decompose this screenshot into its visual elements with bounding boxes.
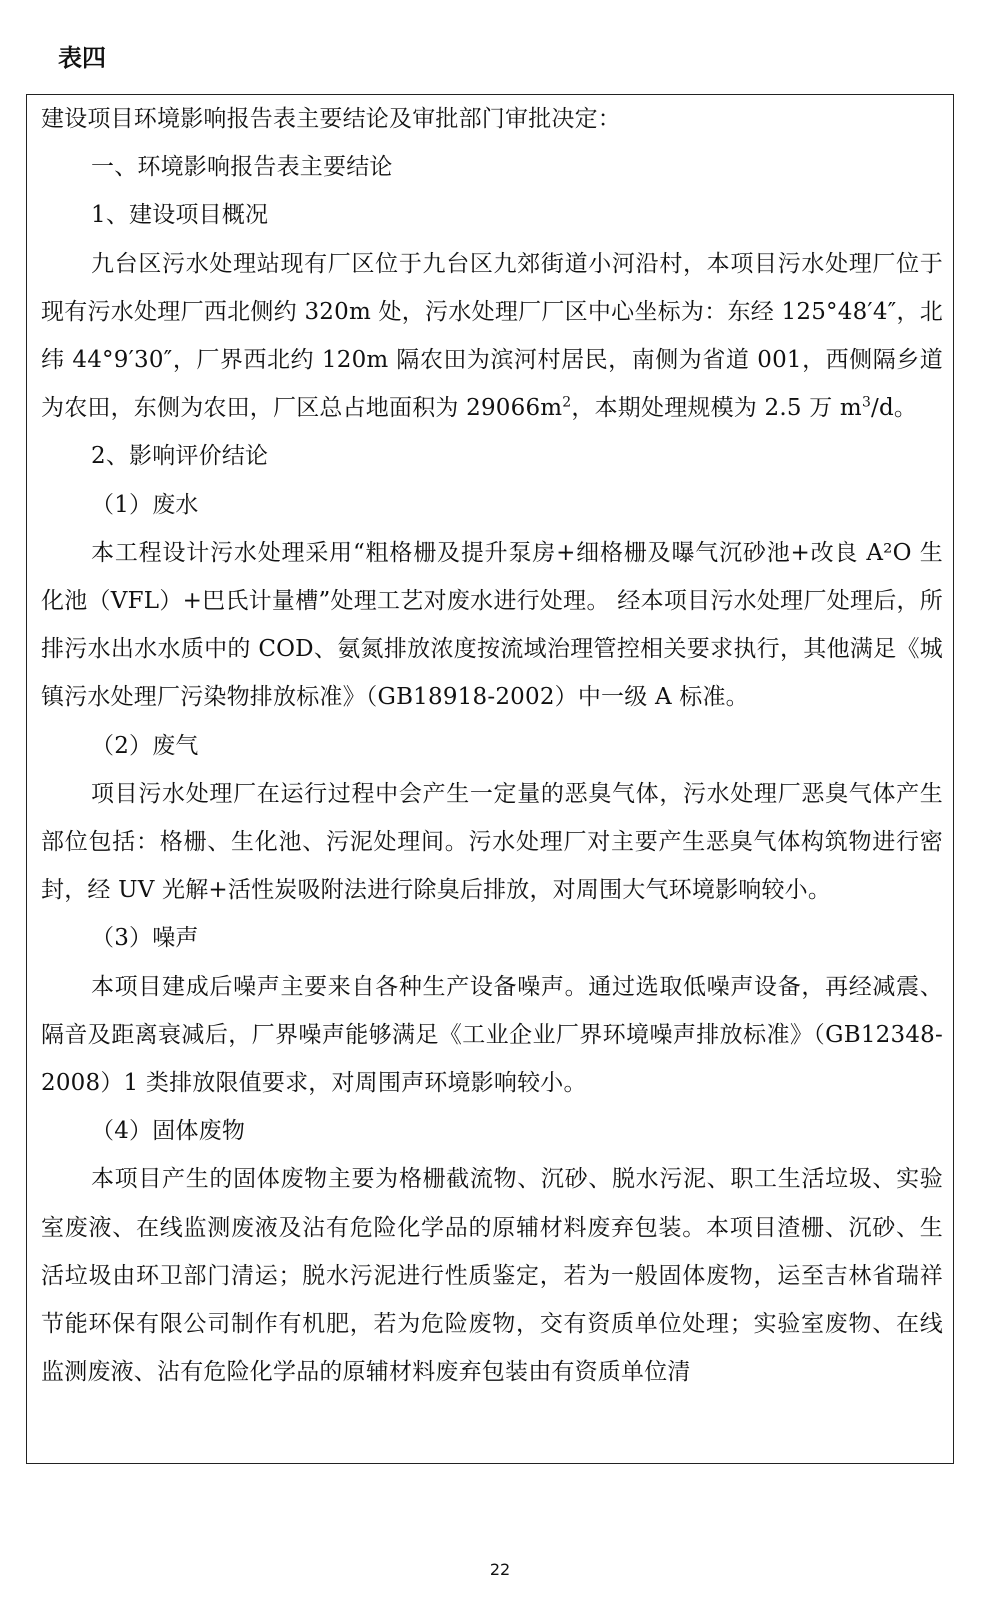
table-label: 表四	[58, 44, 106, 72]
section-title: 建设项目环境影响报告表主要结论及审批部门审批决定：	[41, 106, 621, 132]
overview-text-3: /d。	[871, 395, 918, 422]
project-overview-paragraph	[41, 240, 943, 433]
solid-waste-title: （4）固体废物	[91, 1118, 246, 1145]
wastewater-paragraph: 本工程设计污水处理采用“粗格栅及提升泵房+细格栅及曝气沉砂池+改良 A²O 生化池（VFL）+巴氏计量槽”处理工艺对废水进行处理。 经本项目污水处理厂处理后，所排污水出水水质中的 COD、氨氮排放浓度按流域治理管控相关要求执行，其他满足《城镇污水处理厂污染物排放标准》（GB18918-2002）中一级 A 标准。	[41, 539, 943, 711]
heading-environmental-conclusions: 一、环境影响报告表主要结论	[91, 154, 393, 181]
wastewater-title: （1）废水	[91, 491, 199, 518]
heading-impact-assessment: 2、影响评价结论	[91, 443, 269, 470]
noise-title: （3）噪声	[91, 925, 199, 952]
waste-gas-title: （2）废气	[91, 732, 199, 759]
overview-sup-2: 3	[861, 394, 872, 411]
overview-text-1: 九台区污水处理站现有厂区位于九台区九郊街道小河沿村，本项目污水处理厂位于现有污水处理厂西北侧约 320m 处，污水处理厂厂区中心坐标为：东经 125°48′4″，北纬 44°9′30″，厂界西北约 120m 隔农田为滨河村居民，南侧为省道 001，西侧隔乡道为农田，东侧为农田，厂区总占地面积为 29066m	[41, 250, 943, 422]
table-content	[41, 95, 943, 1396]
overview-text-2: ，本期处理规模为 2.5 万 m	[571, 395, 862, 422]
overview-sup-1: 2	[562, 394, 572, 411]
page-number: 22	[489, 1560, 511, 1579]
conclusion-table	[26, 94, 954, 1464]
solid-waste-paragraph: 本项目产生的固体废物主要为格栅截流物、沉砂、脱水污泥、职工生活垃圾、实验室废液、在线监测废液及沾有危险化学品的原辅材料废弃包装。本项目渣栅、沉砂、生活垃圾由环卫部门清运；脱水污泥进行性质鉴定，若为一般固体废物，运至吉林省瑞祥节能环保有限公司制作有机肥，若为危险废物，交有资质单位处理；实验室废物、在线监测废液、沾有危险化学品的原辅材料废弃包装由有资质单位清	[41, 1166, 943, 1386]
noise-paragraph: 本项目建成后噪声主要来自各种生产设备噪声。通过选取低噪声设备，再经减震、隔音及距离衰减后，厂界噪声能够满足《工业企业厂界环境噪声排放标准》（GB12348-2008）1 类排放限值要求，对周围声环境影响较小。	[41, 973, 943, 1097]
heading-project-overview: 1、建设项目概况	[91, 202, 269, 229]
waste-gas-paragraph: 项目污水处理厂在运行过程中会产生一定量的恶臭气体，污水处理厂恶臭气体产生部位包括：格栅、生化池、污泥处理间。污水处理厂对主要产生恶臭气体构筑物进行密封，经 UV 光解+活性炭吸附法进行除臭后排放，对周围大气环境影响较小。	[41, 780, 943, 904]
